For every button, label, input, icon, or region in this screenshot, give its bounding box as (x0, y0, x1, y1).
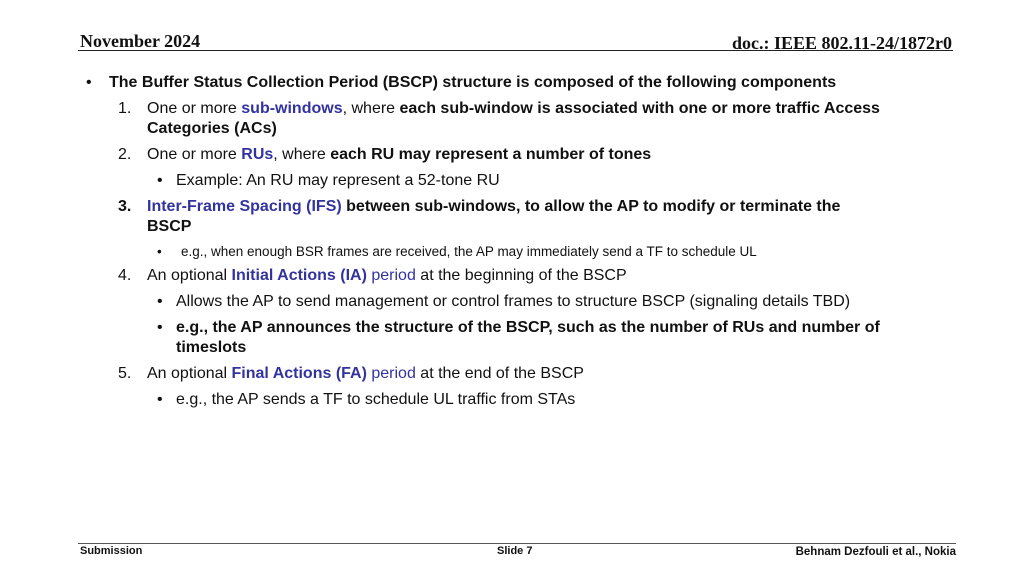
item-2-line (147, 145, 651, 165)
item-5-text: An optional (147, 365, 232, 382)
item-5-sub-1: e.g., the AP sends a TF to schedule UL traffic from STAs (176, 391, 576, 408)
item-5-term-2: period (366, 365, 416, 382)
header-doc-id: doc.: IEEE 802.11-24/1872r0 (731, 33, 952, 53)
item-4-text: An optional (147, 267, 232, 284)
item-2-text: One or more (147, 146, 242, 163)
item-2-sub-1: Example: An RU may represent a 52-tone RU (176, 172, 500, 189)
footer-submission: Submission (80, 545, 143, 557)
footer-authors: Behnam Dezfouli et al., Nokia (795, 546, 956, 558)
item-3-bold: between sub-windows, to allow the AP to modify or terminate the (341, 198, 841, 215)
item-2-term: RUs (241, 146, 274, 163)
item-1-continuation: Categories (ACs) (147, 120, 277, 137)
item-4-term: Initial Actions (IA) (231, 267, 367, 284)
bullet-marker: • (86, 74, 92, 91)
footer-slide-number: Slide 7 (497, 545, 533, 557)
item-3-line (147, 197, 840, 217)
item-1-number: 1. (118, 100, 132, 117)
item-3-continuation: BSCP (147, 218, 192, 235)
footer-divider (78, 543, 956, 544)
item-1-line (147, 99, 880, 119)
item-5-line (147, 364, 584, 384)
item-5-text-2: at the end of the BSCP (415, 365, 584, 382)
item-4-text-2: at the beginning of the BSCP (415, 267, 627, 284)
sub-bullet-marker: • (157, 244, 162, 259)
item-2-bold: each RU may represent a number of tones (330, 146, 652, 163)
sub-bullet-marker: • (157, 293, 163, 310)
item-5-term: Final Actions (FA) (231, 365, 367, 382)
header-date: November 2024 (80, 31, 201, 51)
item-2-number: 2. (118, 146, 132, 163)
item-1-bold: each sub-window is associated with one or more traffic Access (399, 100, 880, 117)
item-3-number: 3. (118, 198, 132, 215)
item-1-text: One or more (147, 100, 242, 117)
item-4-term-2: period (366, 267, 416, 284)
item-2-text-2: , where (273, 146, 331, 163)
sub-bullet-marker: • (157, 172, 163, 189)
item-4-line (147, 266, 627, 286)
sub-bullet-marker: • (157, 319, 163, 336)
item-3-sub-1: e.g., when enough BSR frames are received, the AP may immediately send a TF to schedule UL (181, 244, 757, 259)
item-4-sub-2-continuation: timeslots (176, 339, 247, 356)
item-3-term: Inter-Frame Spacing (IFS) (147, 198, 342, 215)
item-1-term: sub-windows (241, 100, 343, 117)
main-bullet-text: The Buffer Status Collection Period (BSCP) structure is composed of the following components (109, 74, 837, 91)
item-4-sub-2: e.g., the AP announces the structure of the BSCP, such as the number of RUs and number of (176, 319, 880, 336)
item-4-number: 4. (118, 267, 132, 284)
sub-bullet-marker: • (157, 391, 163, 408)
item-4-sub-1: Allows the AP to send management or control frames to structure BSCP (signaling details TBD) (176, 293, 851, 310)
item-5-number: 5. (118, 365, 132, 382)
item-1-text-2: , where (342, 100, 400, 117)
